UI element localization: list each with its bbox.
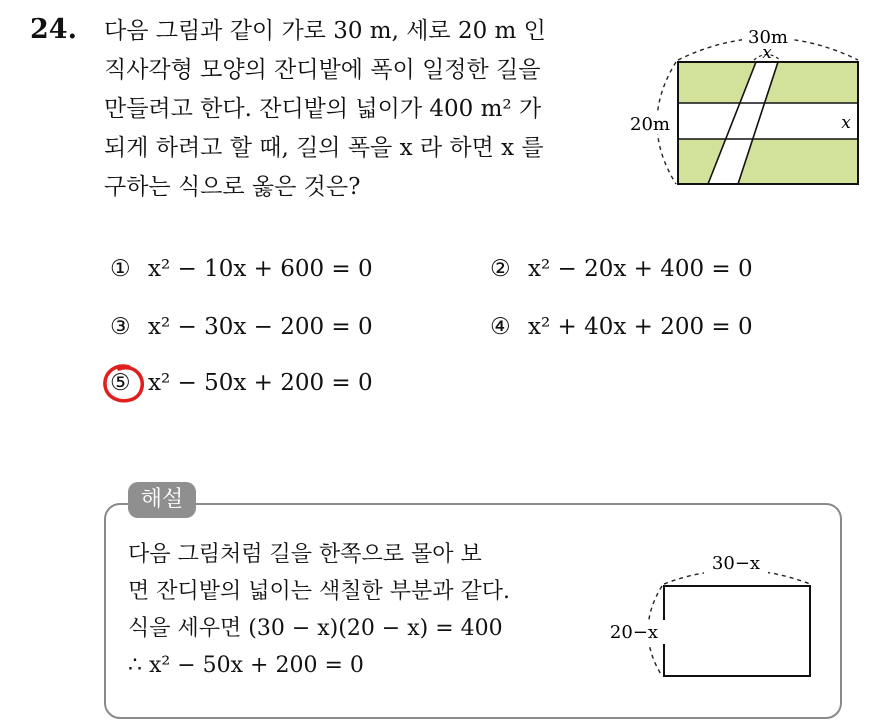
combined-lawn-rect [664,586,810,676]
solution-line: ∴ x² − 50x + 200 = 0 [128,653,364,678]
choice-expression: x² − 30x − 200 = 0 [148,314,373,340]
choice-expression: x² + 40x + 200 = 0 [528,314,753,340]
choice-number: ③ [110,314,131,340]
road-width-label: x [762,43,772,63]
choice-number: ④ [490,314,511,340]
solution-line: 면 잔디밭의 넓이는 색칠한 부분과 같다. [128,579,510,604]
question-text [104,12,604,207]
question-line: 다음 그림과 같이 가로 30 m, 세로 20 m 인 [104,18,546,44]
choice-2[interactable] [490,256,753,282]
width-label: 30m [748,27,788,48]
question-line: 직사각형 모양의 잔디밭에 폭이 일정한 길을 [104,57,541,83]
choice-1[interactable] [110,256,373,282]
road-height-label: x [841,113,851,133]
question-number: 24. [30,14,77,45]
choice-3[interactable] [110,314,373,340]
horizontal-road [678,103,858,139]
choice-number: ② [490,256,511,282]
question-line: 되게 하려고 할 때, 길의 폭을 x 라 하면 x 를 [104,135,544,161]
width-label: 30−x [711,553,761,574]
choice-4[interactable] [490,314,753,340]
choice-expression: x² − 20x + 400 = 0 [528,256,753,282]
answer-circle-mark [99,359,149,407]
lawn-figure [618,22,868,194]
question-line: 구하는 식으로 옳은 것은? [104,174,361,200]
choice-number: ① [110,256,131,282]
solution-line: 식을 세우면 (30 − x)(20 − x) = 400 [128,616,503,641]
choice-5[interactable] [110,370,373,396]
height-label: 20m [630,114,670,135]
choice-expression: x² − 50x + 200 = 0 [148,370,373,396]
combined-lawn-figure [600,548,816,680]
question-line: 만들려고 한다. 잔디밭의 넓이가 400 m² 가 [104,96,542,122]
height-label: 20−x [609,622,659,643]
solution-text [128,536,598,684]
choice-expression: x² − 10x + 600 = 0 [148,256,373,282]
choice-number: ⑤ [110,370,131,396]
solution-line: 다음 그림처럼 길을 한쪽으로 몰아 보 [128,542,482,567]
solution-label: 해설 [128,482,196,518]
